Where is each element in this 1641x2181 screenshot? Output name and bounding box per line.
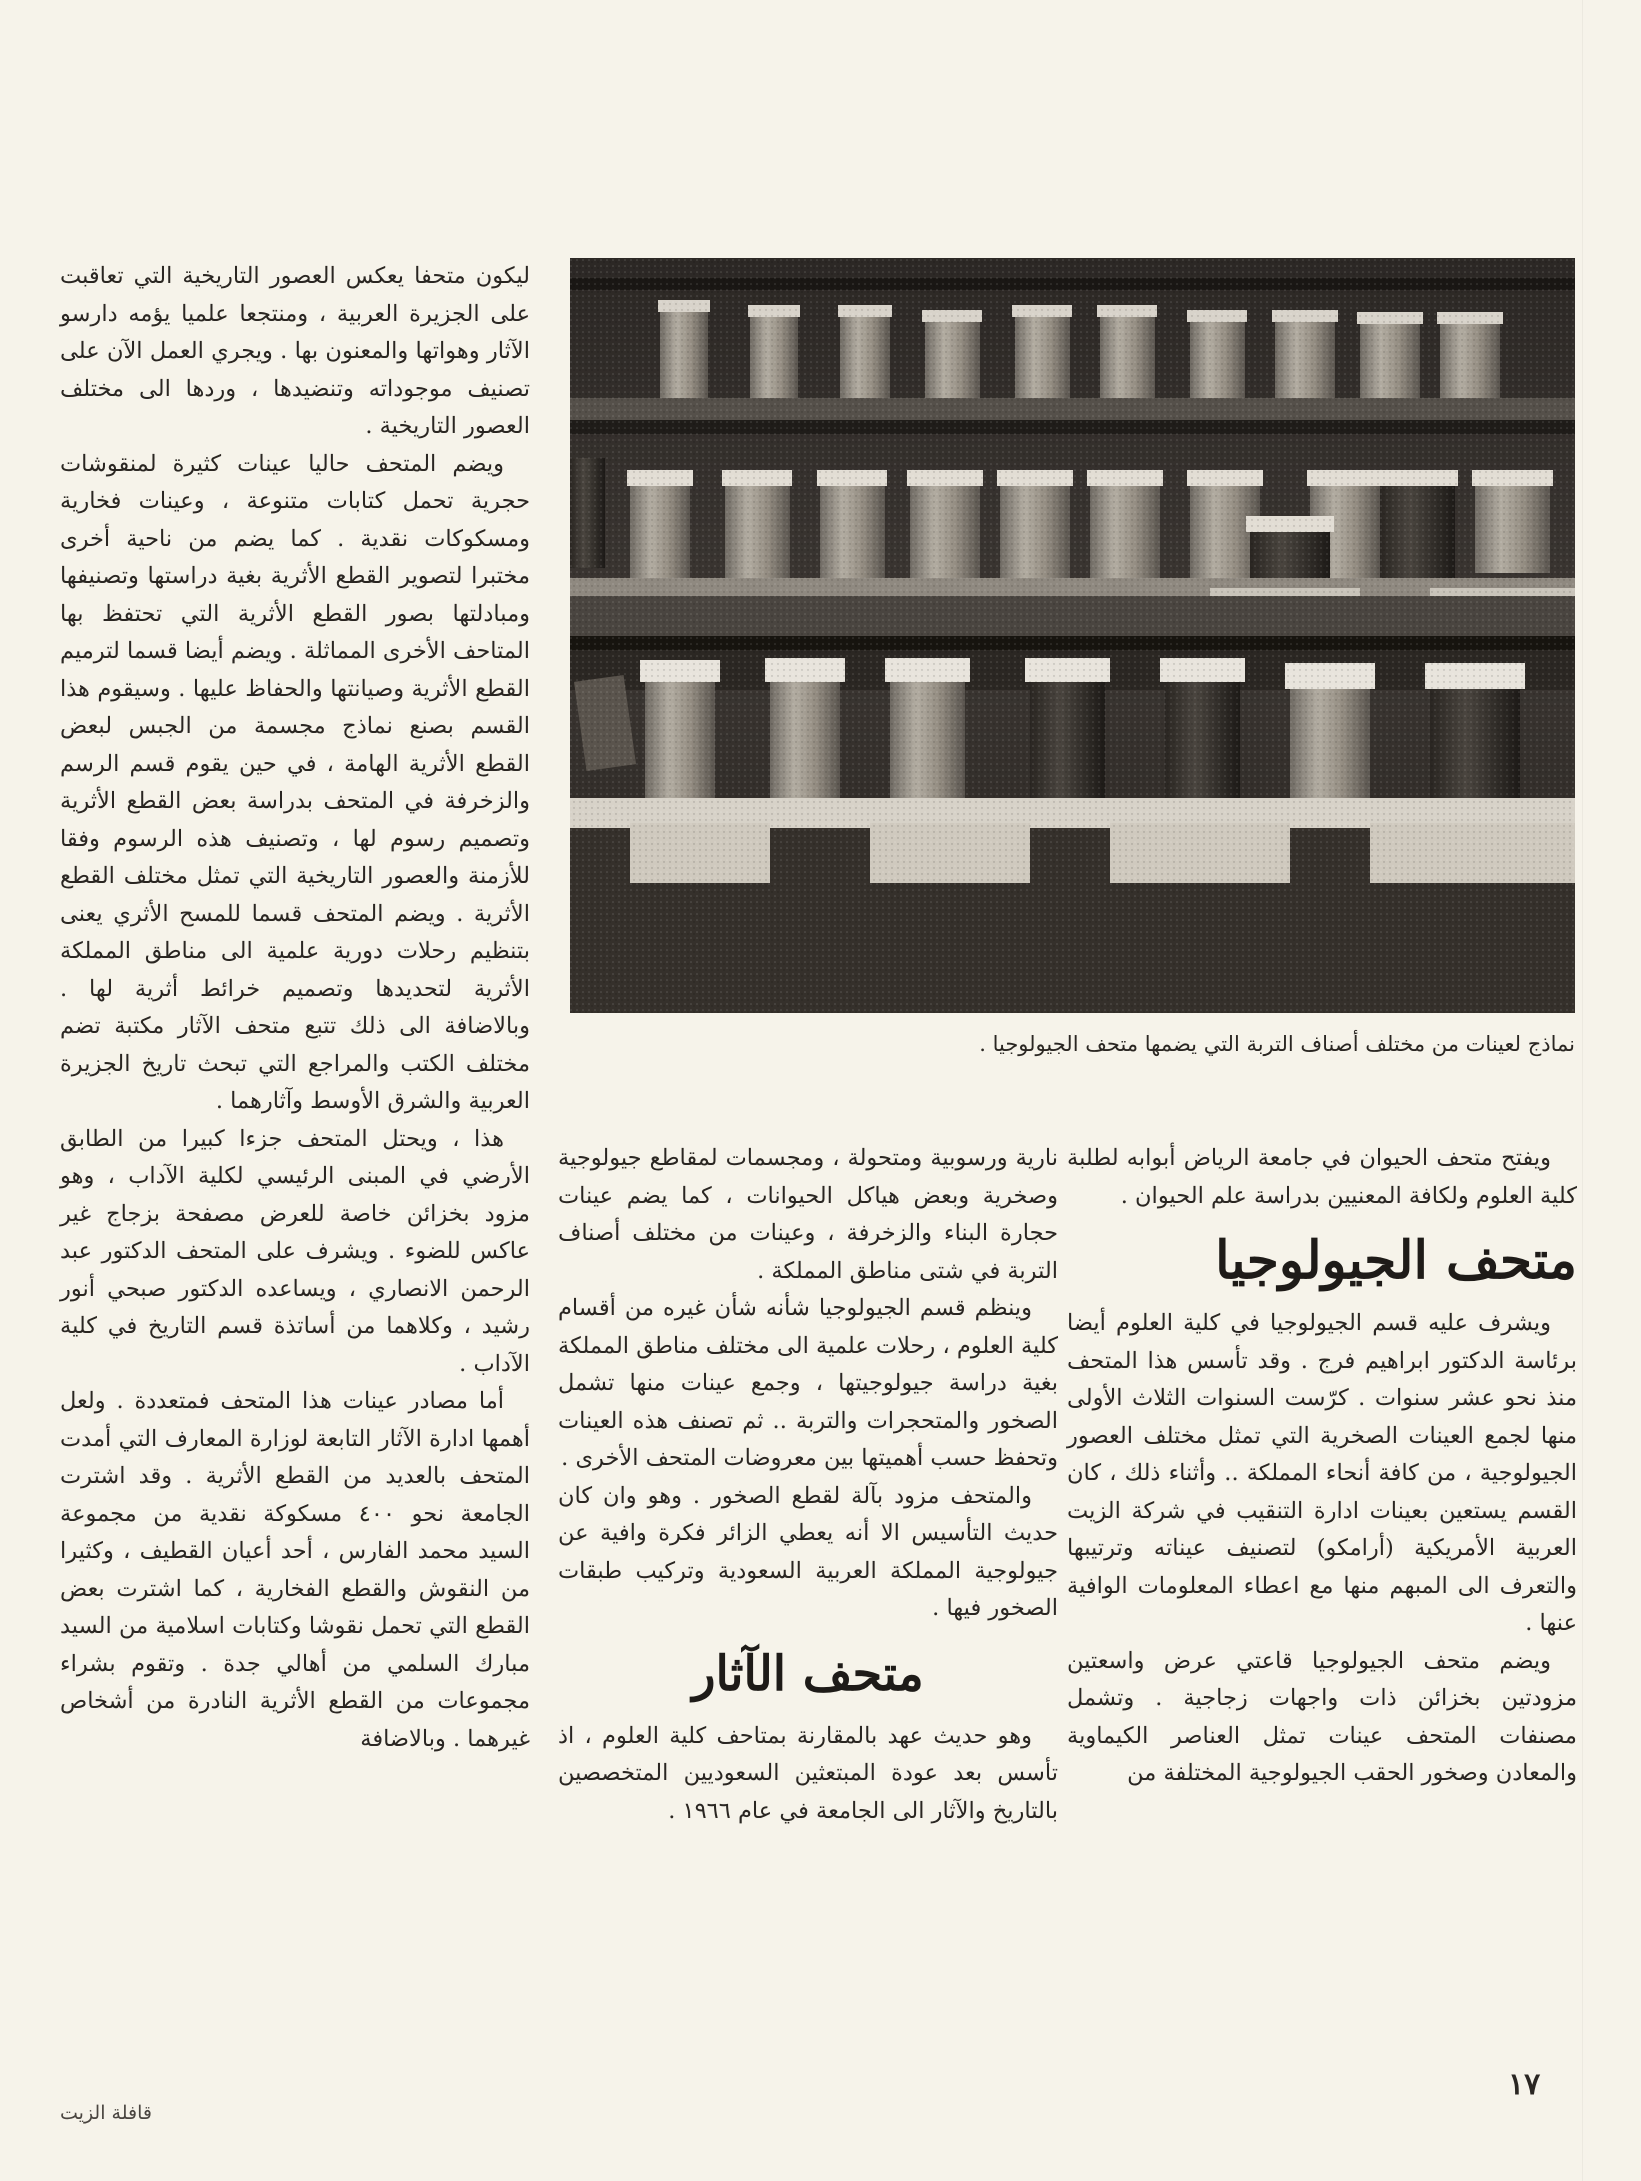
page-number: ١٧	[1508, 2067, 1541, 2102]
paragraph: نارية ورسوبية ومتحولة ، ومجسمات لمقاطع جيولوجية وصخرية وبعض هياكل الحيوانات ، كما يضم عينات حجارة البناء والزخرفة ، وعينات من مختلف أصناف التربة في شتى مناطق المملكة .	[558, 1145, 1058, 1284]
geology-samples-photo	[570, 258, 1575, 1013]
paragraph: وينظم قسم الجيولوجيا شأنه شأن غيره من أقسام كلية العلوم ، رحلات علمية الى مختلف مناطق المملكة بغية دراسة جيولوجيتها ، وجمع عينات منها تشمل الصخور والمتحجرات والتربة .. ثم تصنف هذه العينات وتحفظ حسب أهميتها بين معروضات المتحف الأخرى .	[558, 1295, 1058, 1471]
magazine-name: قافلة الزيت	[60, 2102, 152, 2124]
article-column-middle	[558, 1140, 1058, 1830]
paragraph: والمتحف مزود بآلة لقطع الصخور . وهو وان كان حديث التأسيس الا أنه يعطي الزائر فكرة وافية عن جيولوجية المملكة العربية السعودية وتركيب طبقات الصخور فيها .	[558, 1482, 1058, 1621]
paragraph: ويشرف عليه قسم الجيولوجيا في كلية العلوم أيضا برئاسة الدكتور ابراهيم فرج . وقد تأسس هذا المتحف منذ نحو عشر سنوات . كرّست السنوات الثلاث الأولى منها لجمع العينات الصخرية التي تمثل مختلف العصور الجيولوجية ، من كافة أنحاء المملكة .. وأثناء ذلك ، كان القسم يستعين بعينات ادارة التنقيب في شركة الزيت العربية الأمريكية (أرامكو) لتصنيف عيناته وترتيبها والتعرف الى المبهم منها مع اعطاء المعلومات الوافية عنها .	[1067, 1310, 1577, 1636]
paragraph: ويضم المتحف حاليا عينات كثيرة لمنقوشات حجرية تحمل كتابات متنوعة ، وعينات فخارية ومسكوكات نقدية . كما يضم من ناحية أخرى مختبرا لتصوير القطع الأثرية بغية دراستها وتصنيفها ومبادلتها بصور القطع الأثرية التي تحتفظ بها المتاحف الأخرى المماثلة . ويضم أيضا قسما لترميم القطع الأثرية وصيانتها والحفاظ عليها . وسيقوم هذا القسم بصنع نماذج مجسمة من الجبس لبعض القطع الأثرية الهامة ، في حين يقوم قسم الرسم والزخرفة في المتحف بدراسة بعض القطع الأثرية وتصميم رسوم لها ، وتصنيف هذه الرسوم وفقا للأزمنة والعصور التاريخية التي تمثل مختلف القطع الأثرية . ويضم المتحف قسما للمسح الأثري يعنى بتنظيم رحلات دورية علمية الى مناطق المملكة الأثرية لتحديدها وتصميم خرائط أثرية لها . وبالاضافة الى ذلك تتبع متحف الآثار مكتبة تضم مختلف الكتب والمراجع التي تبحث تاريخ الجزيرة العربية والشرق الأوسط وآثارهما .	[59, 450, 530, 1114]
paragraph: ليكون متحفا يعكس العصور التاريخية التي تعاقبت على الجزيرة العربية ، ومنتجعا علميا يؤمه دارسو الآثار وهواتها والمعنون بها . ويجري العمل الآن على تصنيف موجوداته وتنضيدها ، وردها الى مختلف العصور التاريخية .	[60, 263, 530, 439]
paragraph: أما مصادر عينات هذا المتحف فمتعددة . ولعل أهمها ادارة الآثار التابعة لوزارة المعارف التي أمدت المتحف بالعديد من القطع الأثرية . وقد اشترت الجامعة نحو ٤٠٠ مسكوكة نقدية من مجموعة السيد محمد الفارس ، أحد أعيان القطيف ، وكثيرا من النقوش والقطع الفخارية ، كما اشترت بعض القطع التي تحمل نقوشا وكتابات اسلامية من السيد مبارك السلمي من أهالي جدة . وتقوم بشراء مجموعات من القطع الأثرية النادرة من أشخاص غيرهما . وبالاضافة	[60, 1388, 530, 1752]
article-column-right	[1067, 1140, 1577, 1793]
paragraph: ويضم متحف الجيولوجيا قاعتي عرض واسعتين مزودتين بخزائن ذات واجهات زجاجية . وتشمل مصنفات المتحف عينات تمثل العناصر الكيماوية والمعادن وصخور الحقب الجيولوجية المختلفة من	[1067, 1647, 1577, 1786]
article-column-left	[60, 258, 530, 1758]
paragraph: وهو حديث عهد بالمقارنة بمتاحف كلية العلوم ، اذ تأسس بعد عودة المبتعثين السعوديين المتخصصين بالتاريخ والآثار الى الجامعة في عام ١٩٦٦ .	[558, 1722, 1058, 1824]
section-heading-geology-museum: متحف الجيولوجيا	[1215, 1230, 1577, 1291]
page-fold	[1582, 0, 1583, 2181]
paragraph: ويفتح متحف الحيوان في جامعة الرياض أبوابه لطلبة كلية العلوم ولكافة المعنيين بدراسة علم الحيوان .	[1067, 1145, 1577, 1209]
section-heading-archaeology-museum: متحف الآثار	[692, 1645, 924, 1702]
paragraph: هذا ، ويحتل المتحف جزءا كبيرا من الطابق الأرضي في المبنى الرئيسي لكلية الآداب ، وهو مزود بخزائن خاصة للعرض مصفحة بزجاج غير عاكس للضوء . ويشرف على المتحف الدكتور عبد الرحمن الانصاري ، ويساعده الدكتور صبحي أنور رشيد ، وكلاهما من أساتذة قسم التاريخ في كلية الآداب .	[60, 1125, 530, 1377]
photo-caption: نماذج لعينات من مختلف أصناف التربة التي يضمها متحف الجيولوجيا .	[979, 1032, 1575, 1056]
